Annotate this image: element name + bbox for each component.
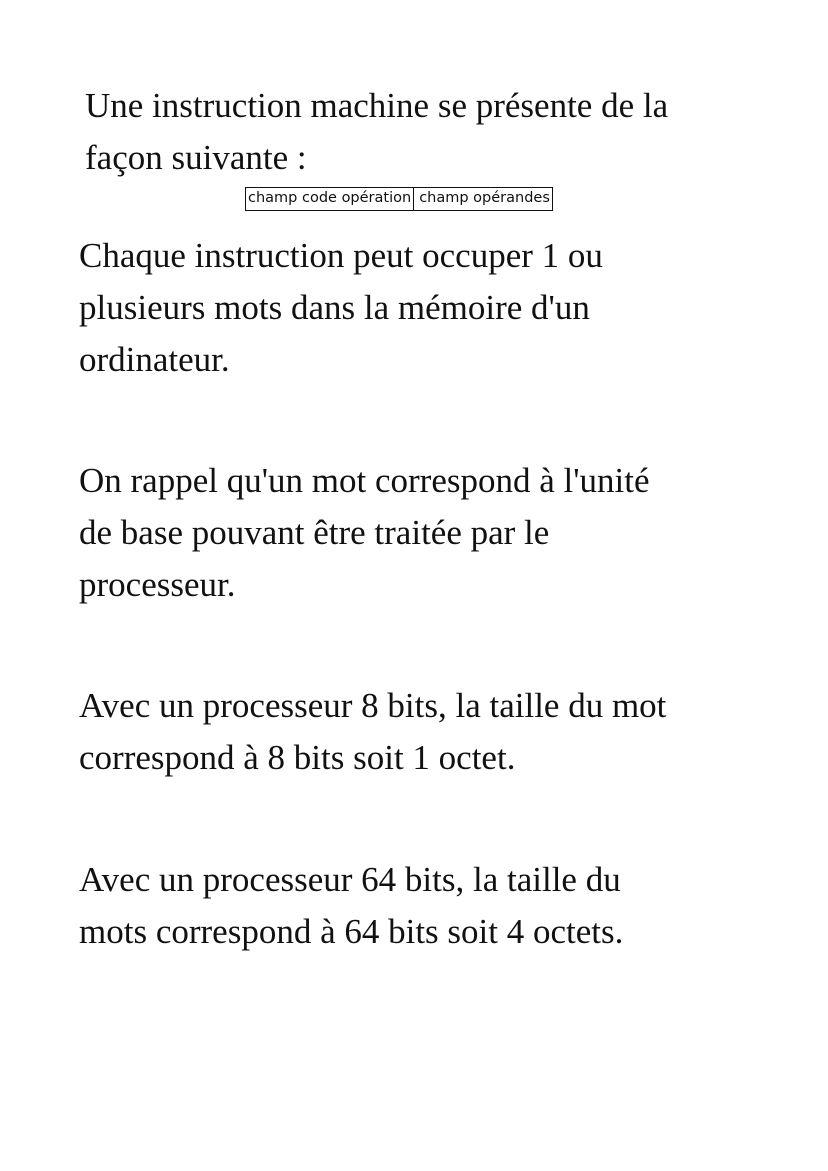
intro-line: façon suivante : [85, 138, 307, 177]
paragraph-64-bit [79, 854, 779, 958]
paragraph-line: On rappel qu'un mot correspond à l'unité [79, 461, 650, 500]
paragraph-line: de base pouvant être traitée par le [79, 513, 550, 552]
paragraph-line: processeur. [79, 565, 236, 604]
opcode-field: champ code opération [248, 190, 412, 206]
paragraph-line: plusieurs mots dans la mémoire d'un [79, 288, 590, 327]
paragraph-line: Avec un processeur 64 bits, la taille du [79, 860, 621, 899]
paragraph-8-bit [79, 680, 779, 784]
paragraph-line: ordinateur. [79, 340, 230, 379]
operands-field: champ opérandes [413, 188, 552, 210]
paragraph-line: Chaque instruction peut occuper 1 ou [79, 236, 603, 275]
paragraph-word-definition [79, 455, 779, 611]
instruction-format-diagram [245, 187, 553, 211]
intro-line: Une instruction machine se présente de la [85, 86, 669, 125]
paragraph-line: mots correspond à 64 bits soit 4 octets. [79, 912, 624, 951]
paragraph-line: correspond à 8 bits soit 1 octet. [79, 738, 516, 777]
paragraph-line: Avec un processeur 8 bits, la taille du mot [79, 686, 667, 725]
paragraph-instruction-size [79, 230, 779, 386]
intro-paragraph [85, 80, 775, 184]
